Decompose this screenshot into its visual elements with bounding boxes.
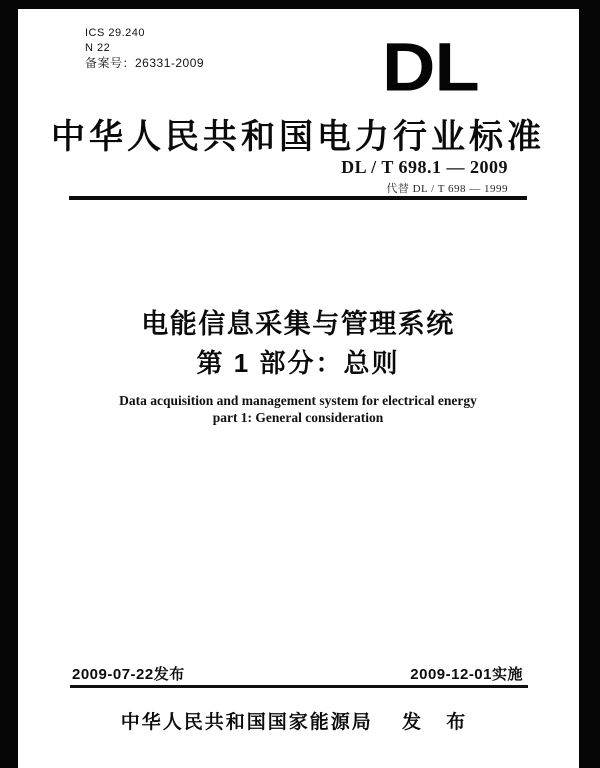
standard-number-block xyxy=(341,157,508,196)
title-en-line1: Data acquisition and management system for electrical energy xyxy=(119,393,477,408)
standard-category-title: 中华人民共和国电力行业标准 xyxy=(51,118,545,156)
implement-date: 2009-12-01实施 xyxy=(410,666,523,683)
replaces-note: 代替 DL / T 698 — 1999 xyxy=(386,183,508,195)
publisher-name: 中华人民共和国国家能源局 xyxy=(120,712,373,733)
issue-date: 2009-07-22发布 xyxy=(72,666,185,683)
publish-action-label: 发 布 xyxy=(402,712,476,733)
publisher-row xyxy=(0,707,596,734)
classification-codes xyxy=(85,26,204,71)
standard-number: DL / T 698.1 — 2009 xyxy=(341,157,508,177)
footer-rule xyxy=(70,685,528,688)
record-number: 备案号：26331-2009 xyxy=(85,56,205,70)
title-cn-line1: 电能信息采集与管理系统 xyxy=(141,309,455,339)
ics-code: ICS 29.240 xyxy=(85,27,146,39)
title-cn-line2: 第 1 部分：总则 xyxy=(196,348,400,378)
title-en-line2: part 1: General consideration xyxy=(212,410,384,425)
header-rule xyxy=(69,196,527,200)
title-en xyxy=(0,392,596,426)
dl-logo: DL xyxy=(382,27,479,106)
document-class-code: N 22 xyxy=(85,42,111,54)
scan-border-top xyxy=(0,0,600,9)
